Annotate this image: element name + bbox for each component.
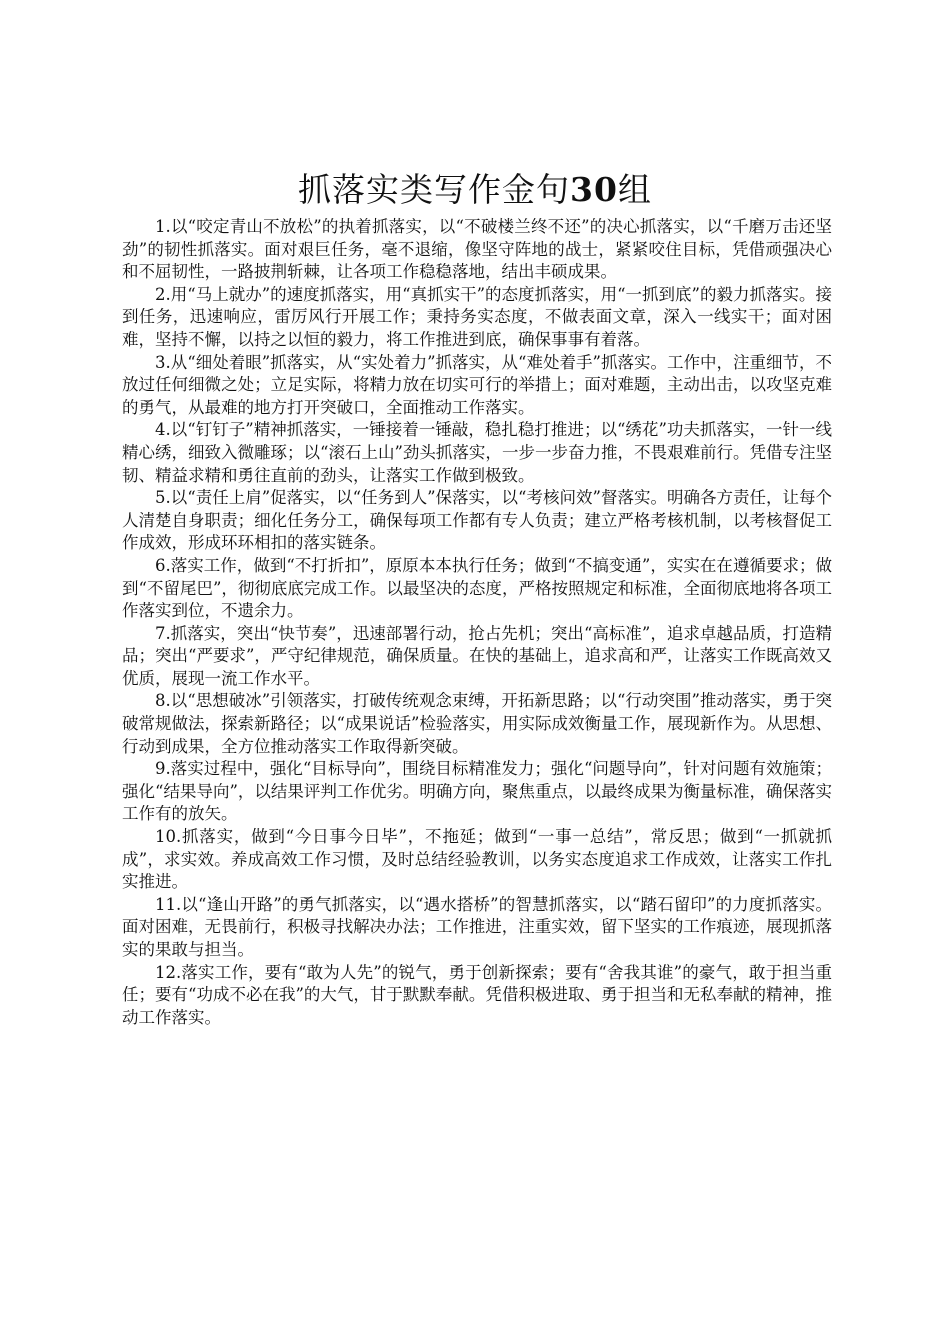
paragraph-2: 2.用“马上就办”的速度抓落实，用“真抓实干”的态度抓落实，用“一抓到底”的毅力抓落实。接到任务，迅速响应，雷厉风行开展工作；秉持务实态度，不做表面文章，深入一线实干；面对困难，坚持不懈，以持之以恒的毅力，将工作推进到底，确保事事有着落。	[122, 284, 832, 349]
paragraph-10: 10.抓落实，做到“今日事今日毕”，不拖延；做到“一事一总结”，常反思；做到“一抓就抓成”，求实效。养成高效工作习惯，及时总结经验教训，以务实态度追求工作成效，让落实工作扎实推进。	[122, 827, 832, 892]
paragraph-7: 7.抓落实，突出“快节奏”，迅速部署行动，抢占先机；突出“高标准”，追求卓越品质，打造精品；突出“严要求”，严守纪律规范，确保质量。在快的基础上，追求高和严，让落实工作既高效又优质，展现一流工作水平。	[122, 623, 832, 688]
paragraph-11: 11.以“逢山开路”的勇气抓落实，以“遇水搭桥”的智慧抓落实，以“踏石留印”的力度抓落实。面对困难，无畏前行，积极寻找解决办法；工作推进，注重实效，留下坚实的工作痕迹，展现抓落实的果敢与担当。	[122, 894, 832, 959]
paragraph-4: 4.以“钉钉子”精神抓落实，一锤接着一锤敲，稳扎稳打推进；以“绣花”功夫抓落实，一针一线精心绣，细致入微雕琢；以“滚石上山”劲头抓落实，一步一步奋力推，不畏艰难前行。凭借专注坚韧、精益求精和勇往直前的劲头，让落实工作做到极致。	[122, 420, 832, 485]
paragraph-1: 1.以“咬定青山不放松”的执着抓落实，以“不破楼兰终不还”的决心抓落实，以“千磨万击还坚劲”的韧性抓落实。面对艰巨任务，毫不退缩，像坚守阵地的战士，紧紧咬住目标，凭借顽强决心和不屈韧性，一路披荆斩棘，让各项工作稳稳落地，结出丰硕成果。	[122, 217, 832, 282]
paragraph-6: 6.落实工作，做到“不打折扣”，原原本本执行任务；做到“不搞变通”，实实在在遵循要求；做到“不留尾巴”，彻彻底底完成工作。以最坚决的态度，严格按照规定和标准，全面彻底地将各项工作落实到位，不遗余力。	[122, 555, 832, 621]
paragraph-3: 3.从“细处着眼”抓落实，从“实处着力”抓落实，从“难处着手”抓落实。工作中，注重细节，不放过任何细微之处；立足实际，将精力放在切实可行的举措上；面对难题，主动出击，以攻坚克难的勇气，从最难的地方打开突破口，全面推动工作落实。	[122, 352, 832, 417]
title-suffix: 组	[617, 170, 652, 209]
paragraph-8: 8.以“思想破冰”引领落实，打破传统观念束缚，开拓新思路；以“行动突围”推动落实，勇于突破常规做法，探索新路径；以“成果说话”检验落实，用实际成效衡量工作，展现新作为。从思想、行动到成果，全方位推动落实工作取得新突破。	[122, 691, 832, 756]
document-title	[0, 166, 950, 214]
paragraph-12: 12.落实工作，要有“敢为人先”的锐气，勇于创新探索；要有“舍我其谁”的豪气，敢于担当重任；要有“功成不必在我”的大气，甘于默默奉献。凭借积极进取、勇于担当和无私奉献的精神，推动工作落实。	[122, 962, 832, 1027]
paragraph-9: 9.落实过程中，强化“目标导向”，围绕目标精准发力；强化“问题导向”，针对问题有效施策；强化“结果导向”，以结果评判工作优劣。明确方向，聚焦重点，以最终成果为衡量标准，确保落实工作有的放矢。	[122, 759, 832, 824]
document-body	[122, 216, 832, 1029]
paragraph-5: 5.以“责任上肩”促落实，以“任务到人”保落实，以“考核问效”督落实。明确各方责任，让每个人清楚自身职责；细化任务分工，确保每项工作都有专人负责；建立严格考核机制，以考核督促工作成效，形成环环相扣的落实链条。	[122, 488, 832, 553]
title-number: 30	[570, 170, 618, 209]
title-text: 抓落实类写作金句	[298, 170, 571, 209]
